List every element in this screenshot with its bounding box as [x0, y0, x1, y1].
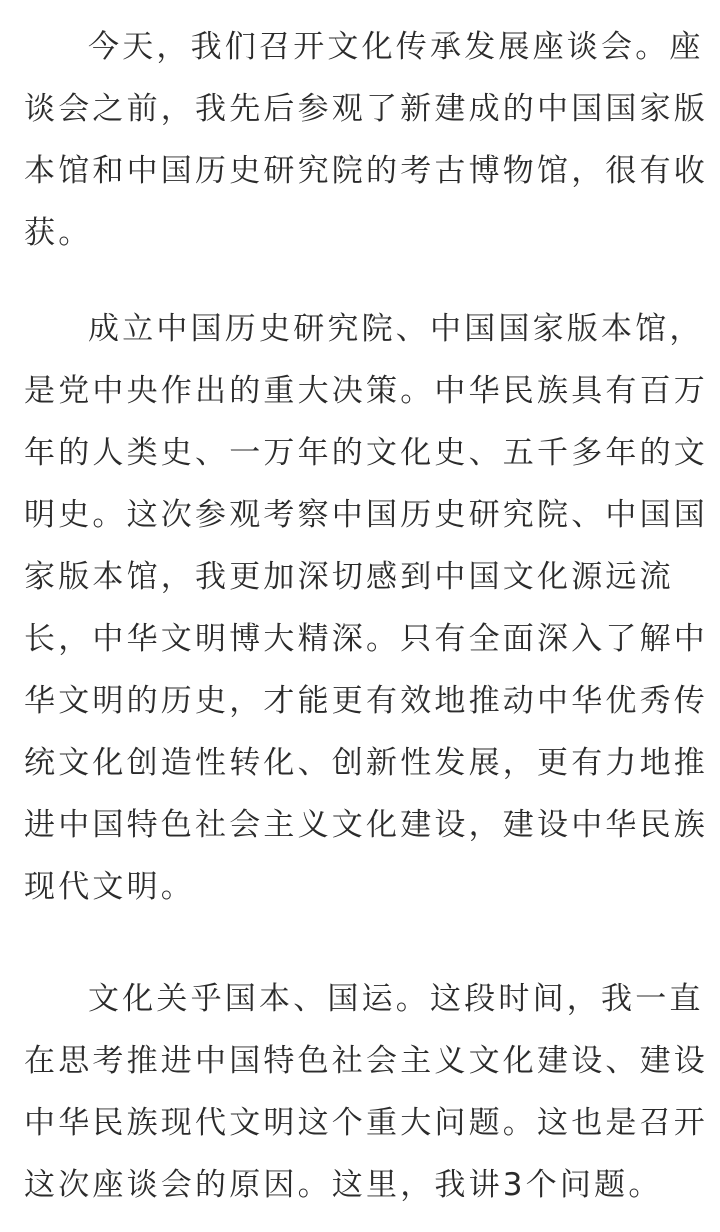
paragraph-line: 统文化创造性转化、创新性发展，更有力地推 — [24, 745, 708, 781]
paragraph-line: 谈会之前，我先后参观了新建成的中国国家版 — [24, 91, 708, 127]
paragraph-line: 中华民族现代文明这个重大问题。这也是召开 — [24, 1105, 708, 1141]
paragraph-line: 本馆和中国历史研究院的考古博物馆，很有收 — [24, 153, 708, 189]
paragraph-line: 今天，我们召开文化传承发展座谈会。座 — [88, 29, 704, 65]
paragraph-line: 获。 — [24, 215, 93, 251]
paragraph-line: 家版本馆，我更加深切感到中国文化源远流 — [24, 559, 674, 595]
paragraph-line: 是党中央作出的重大决策。中华民族具有百万 — [24, 373, 708, 409]
paragraph-line: 年的人类史、一万年的文化史、五千多年的文 — [24, 435, 708, 471]
paragraph-line: 在思考推进中国特色社会主义文化建设、建设 — [24, 1043, 708, 1079]
paragraph-line: 这次座谈会的原因。这里，我讲3个问题。 — [24, 1167, 663, 1203]
paragraph-line: 进中国特色社会主义文化建设，建设中华民族 — [24, 807, 708, 843]
paragraph-line: 明史。这次参观考察中国历史研究院、中国国 — [24, 497, 708, 533]
paragraph-line: 长，中华文明博大精深。只有全面深入了解中 — [24, 621, 708, 657]
paragraph-line: 现代文明。 — [24, 869, 195, 905]
paragraph-2 — [24, 298, 708, 918]
paragraph-3 — [24, 968, 708, 1216]
paragraph-line: 成立中国历史研究院、中国国家版本馆， — [88, 311, 704, 347]
paragraph-line: 文化关乎国本、国运。这段时间，我一直 — [88, 981, 704, 1017]
paragraph-line: 华文明的历史，才能更有效地推动中华优秀传 — [24, 683, 708, 719]
paragraph-1 — [24, 16, 708, 264]
